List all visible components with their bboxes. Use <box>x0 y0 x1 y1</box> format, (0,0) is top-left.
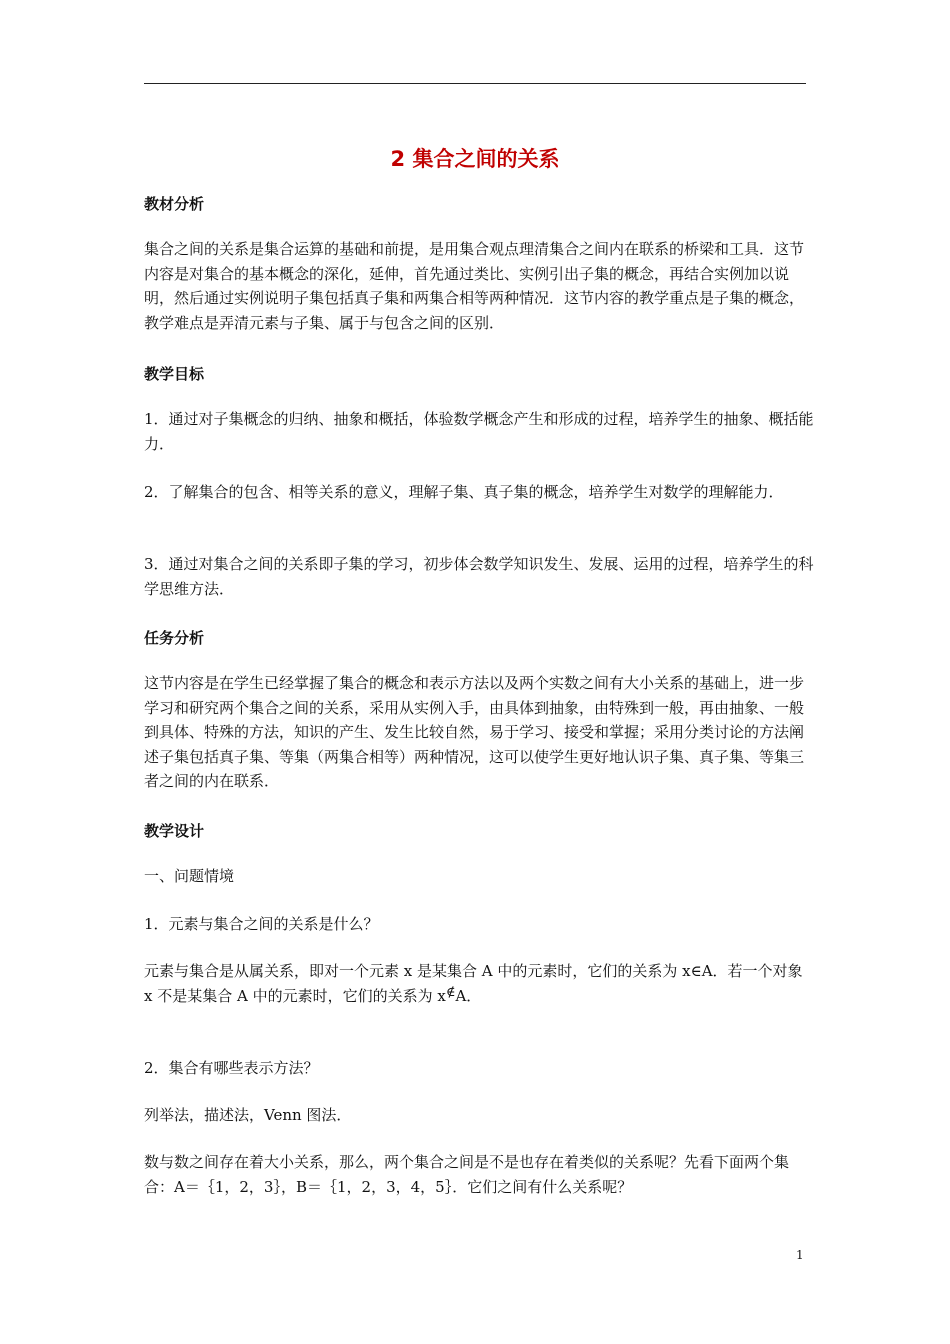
answer-2: 列举法，描述法，Venn 图法． <box>144 1106 352 1124</box>
goal-item-3: 3．通过对集合之间的关系即子集的学习，初步体会数学知识发生、发展、运用的过程，培养学生的科学思维方法． <box>144 555 814 598</box>
heading-teaching-design: 教学设计 <box>144 822 205 840</box>
heading-textbook-analysis: 教材分析 <box>144 195 205 213</box>
page-number: 1 <box>796 1248 804 1262</box>
paragraph-textbook-analysis: 集合之间的关系是集合运算的基础和前提，是用集合观点理清集合之间内在联系的桥梁和工具．这节内容是对集合的基本概念的深化，延伸，首先通过类比、实例引出子集的概念，再结合实例加以说明，然后通过实例说明子集包括真子集和两集合相等两种情况．这节内容的教学重点是子集的概念，教学难点是弄清元素与子集、属于与包含之间的区别． <box>144 240 805 332</box>
heading-teaching-goals: 教学目标 <box>144 365 205 383</box>
answer-1-text: 元素与集合是从属关系，即对一个元素 x 是某集合 A 中的元素时，它们的关系为 x∈A．若一个对象 x 不是某集合 A 中的元素时，它们的关系为 x <box>144 962 803 1005</box>
paragraph-task-analysis: 这节内容是在学生已经掌握了集合的概念和表示方法以及两个实数之间有大小关系的基础上，进一步学习和研究两个集合之间的关系，采用从实例入手，由具体到抽象，由特殊到一般，再由抽象、一般到具体、特殊的方法，知识的产生、发生比较自然，易于学习、接受和掌握；采用分类讨论的方法阐述子集包括真子集、等集（两集合相等）两种情况，这可以使学生更好地认识子集、真子集、等集三者之间的内在联系． <box>144 674 805 790</box>
heading-task-analysis: 任务分析 <box>144 629 205 647</box>
goal-item-1: 1．通过对子集概念的归纳、抽象和概括，体验数学概念产生和形成的过程，培养学生的抽象、概括能力． <box>144 410 814 453</box>
not-element-of-symbol: ∉ <box>445 984 456 1000</box>
header-rule <box>144 83 806 84</box>
answer-1-end: A． <box>455 986 482 1005</box>
subheading-problem-situation: 一、问题情境 <box>144 867 235 885</box>
answer-1 <box>144 959 814 1010</box>
question-2: 2．集合有哪些表示方法？ <box>144 1059 319 1077</box>
question-1: 1．元素与集合之间的关系是什么？ <box>144 915 379 933</box>
paragraph-sets-relation: 数与数之间存在着大小关系，那么，两个集合之间是不是也存在着类似的关系呢？先看下面两个集合：A＝｛1，2，3｝，B＝｛1，2，3，4，5｝．它们之间有什么关系呢？ <box>144 1153 790 1196</box>
page-title: 2 集合之间的关系 <box>390 147 560 171</box>
goal-item-2: 2．了解集合的包含、相等关系的意义，理解子集、真子集的概念，培养学生对数学的理解能力． <box>144 483 784 501</box>
